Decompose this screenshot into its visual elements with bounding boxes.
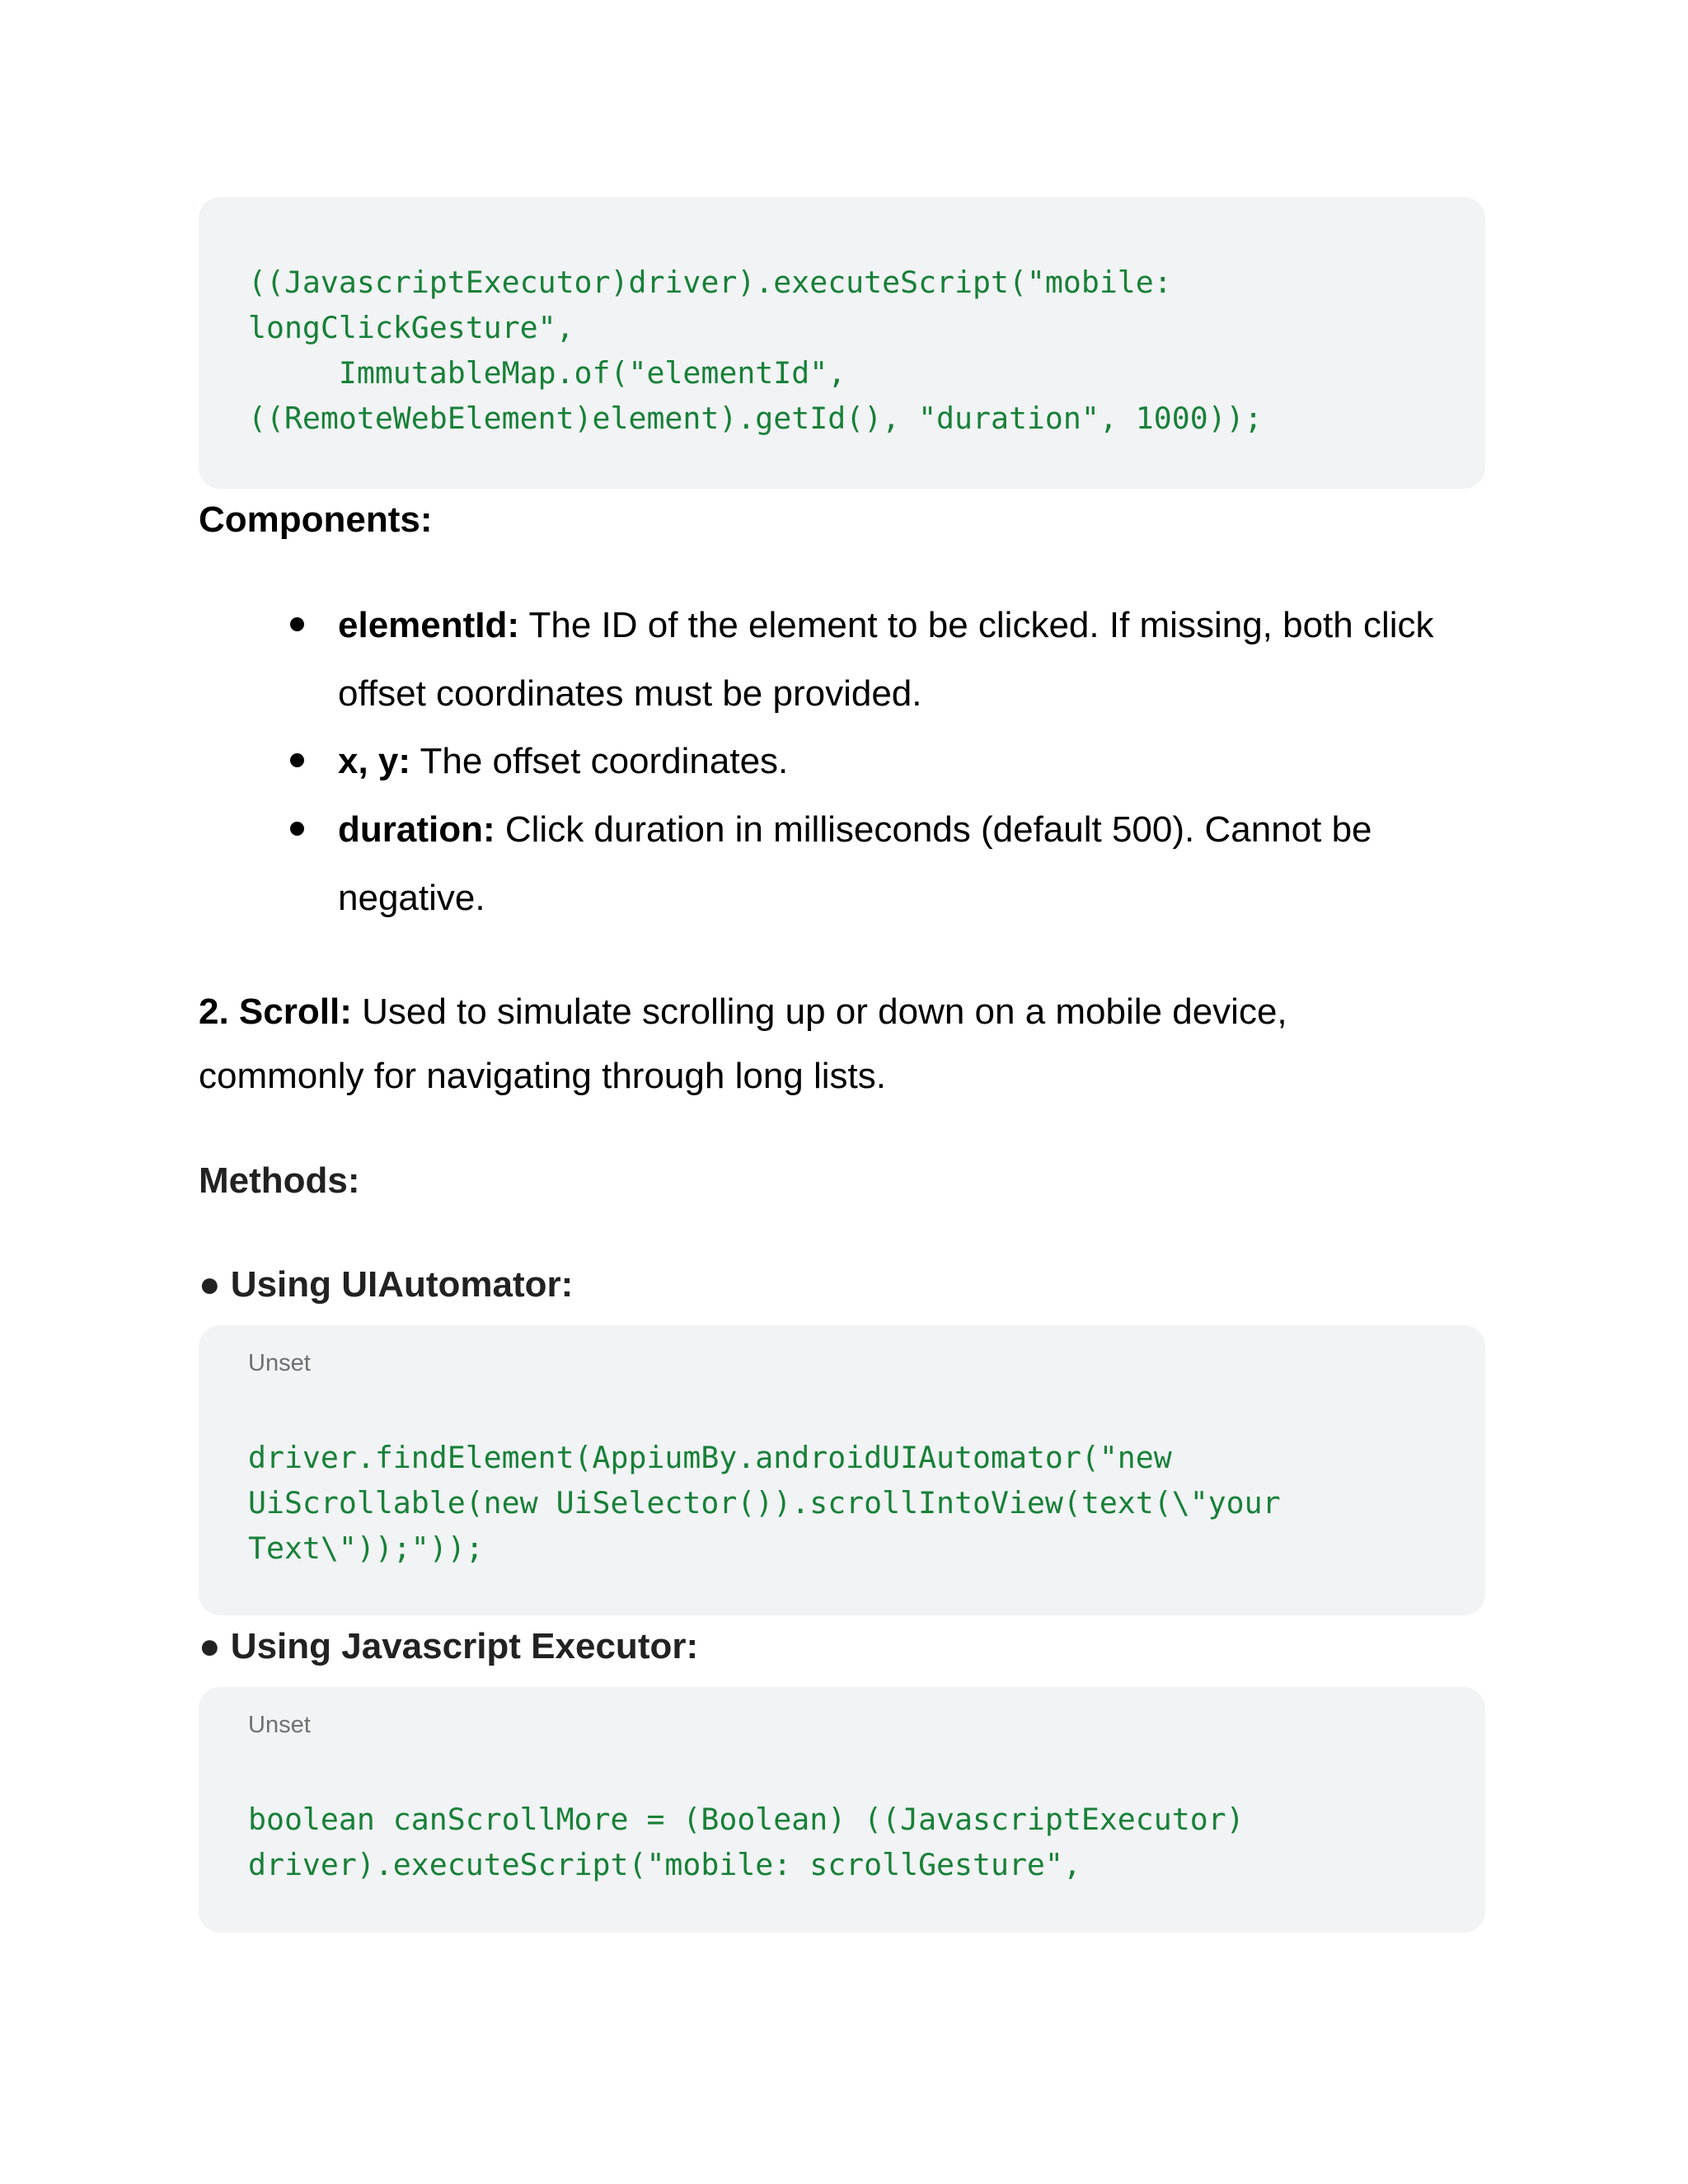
scroll-term: 2. Scroll: [199, 991, 352, 1032]
code-line: boolean canScrollMore = (Boolean) ((JavascriptExecutor) [248, 1802, 1245, 1837]
code-line: driver.findElement(AppiumBy.androidUIAutomator("new [248, 1440, 1172, 1475]
scroll-paragraph [199, 991, 1287, 1032]
component-desc: The offset coordinates. [410, 741, 789, 781]
component-term: x, y: [338, 741, 411, 781]
scroll-desc: Used to simulate scrolling up or down on a mobile device, [351, 991, 1287, 1032]
component-term: elementId: [338, 605, 520, 645]
code-line: longClickGesture", [248, 310, 574, 345]
code-line: ((RemoteWebElement)element).getId(), "duration", 1000)); [248, 401, 1263, 436]
component-desc: The ID of the element to be clicked. If missing, both click [519, 605, 1434, 645]
component-desc-cont: offset coordinates must be provided. [338, 673, 922, 714]
component-desc-cont: negative. [338, 878, 485, 918]
code-language-label: Unset [248, 1350, 311, 1376]
bullet-icon [290, 822, 304, 836]
component-term: duration: [338, 809, 495, 850]
code-block-js-executor [199, 1687, 1485, 1933]
component-item-duration [338, 809, 1372, 850]
code-line: driver).executeScript("mobile: scrollGesture", [248, 1847, 1081, 1882]
methods-heading: Methods: [199, 1160, 360, 1201]
code-line: ImmutableMap.of("elementId", [248, 355, 846, 391]
components-heading: Components: [199, 499, 433, 540]
code-block-long-click [199, 197, 1485, 489]
code-line: UiScrollable(new UiSelector()).scrollIntoView(text(\"your [248, 1485, 1281, 1521]
component-desc: Click duration in milliseconds (default 500). Cannot be [495, 809, 1372, 850]
component-item-element-id [338, 607, 1434, 644]
bullet-icon [290, 617, 304, 631]
code-line: Text\"));")); [248, 1530, 484, 1566]
bullet-icon [290, 753, 304, 767]
code-line: ((JavascriptExecutor)driver).executeScript("mobile: [248, 265, 1172, 300]
scroll-desc-cont: commonly for navigating through long lists. [199, 1056, 886, 1096]
js-executor-heading: ● Using Javascript Executor: [199, 1626, 699, 1666]
uiautomator-heading: ● Using UIAutomator: [199, 1264, 574, 1305]
code-block-uiautomator [199, 1325, 1485, 1615]
code-language-label: Unset [248, 1712, 311, 1738]
component-item-xy [338, 743, 788, 780]
